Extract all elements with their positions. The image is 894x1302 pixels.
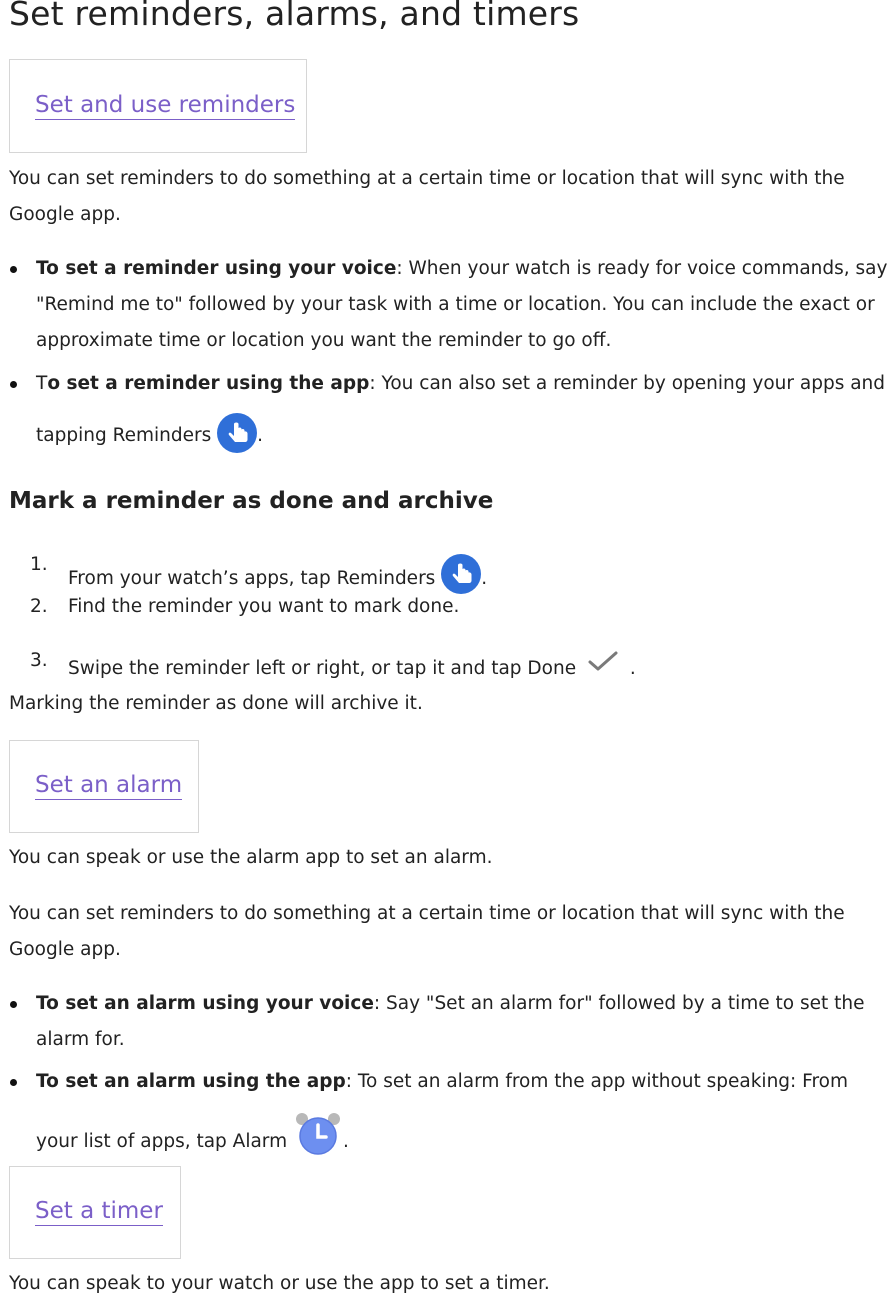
reminder-app-desc: : You can also set a reminder by opening your apps and tapping Reminders	[36, 373, 886, 446]
reminder-voice-text	[36, 251, 894, 359]
reminders-link-box	[9, 59, 307, 153]
alarm-clock-icon	[293, 1111, 343, 1157]
bullet-dot	[10, 266, 17, 273]
reminder-app-text	[36, 358, 894, 462]
alarm-app-text	[36, 1053, 876, 1171]
set-a-timer-link[interactable]: Set a timer	[35, 1198, 163, 1224]
mark-done-note: Marking the reminder as done will archive it.	[9, 693, 423, 714]
list-item	[0, 986, 894, 1060]
reminder-app-suffix: .	[257, 425, 264, 446]
step-3-text: Swipe the reminder left or right, or tap it and tap Done	[68, 658, 577, 679]
step-number: 3.	[30, 650, 48, 671]
reminder-app-lead: T	[36, 373, 48, 394]
alarm-app-suffix: .	[343, 1131, 349, 1152]
alarm-voice-text	[36, 986, 894, 1058]
alarm-sync-text: You can set reminders to do something at a certain time or location that will sync with the Google app.	[9, 903, 845, 960]
alarm-voice-desc: : Say "Set an alarm for" followed by a time to set the alarm for.	[36, 993, 865, 1050]
list-item	[0, 650, 894, 679]
alarm-intro: You can speak or use the alarm app to set an alarm.	[9, 847, 493, 868]
step-number: 1.	[30, 554, 48, 575]
alarm-link-box	[9, 740, 199, 833]
reminder-app-label: o set a reminder using the app	[47, 373, 370, 394]
set-and-use-reminders-link[interactable]: Set and use reminders	[35, 91, 296, 118]
list-item	[0, 596, 894, 620]
mark-done-heading: Mark a reminder as done and archive	[9, 488, 494, 514]
bullet-dot	[10, 381, 17, 388]
alarm-app-label: To set an alarm using the app	[36, 1071, 346, 1092]
alarm-voice-label: To set an alarm using your voice	[36, 993, 374, 1014]
step-text	[68, 554, 487, 594]
list-item	[0, 548, 894, 588]
checkmark-icon	[586, 650, 620, 672]
reminders-intro: You can set reminders to do something at a certain time or location that will sync with the Google app.	[9, 168, 845, 225]
step-1-text: From your watch’s apps, tap Reminders	[68, 568, 436, 589]
reminder-voice-label: To set a reminder using your voice	[36, 258, 397, 279]
page-title: Set reminders, alarms, and timers	[9, 0, 580, 33]
step-2-text: Find the reminder you want to mark done.	[68, 596, 460, 617]
step-number: 2.	[30, 596, 48, 617]
step-1-suffix: .	[481, 568, 488, 589]
step-text	[68, 650, 636, 679]
bullet-dot	[10, 1001, 17, 1008]
reminders-hand-icon	[441, 554, 481, 594]
reminder-voice-desc: : When your watch is ready for voice commands, say "Remind me to" followed by your task with a time or location. You can include the exact or approximate time or location you want the reminder to go off.	[36, 258, 888, 351]
alarm-app-desc: : To set an alarm from the app without speaking: From your list of apps, tap Alarm	[36, 1071, 848, 1152]
list-item	[0, 1064, 894, 1160]
list-item	[0, 251, 894, 361]
set-an-alarm-link[interactable]: Set an alarm	[35, 772, 183, 798]
step-3-suffix: .	[629, 658, 636, 679]
timer-intro: You can speak to your watch or use the app to set a timer.	[9, 1273, 550, 1294]
list-item	[0, 366, 894, 446]
reminders-hand-icon	[217, 413, 257, 453]
bullet-dot	[10, 1079, 17, 1086]
timer-link-box	[9, 1166, 181, 1259]
